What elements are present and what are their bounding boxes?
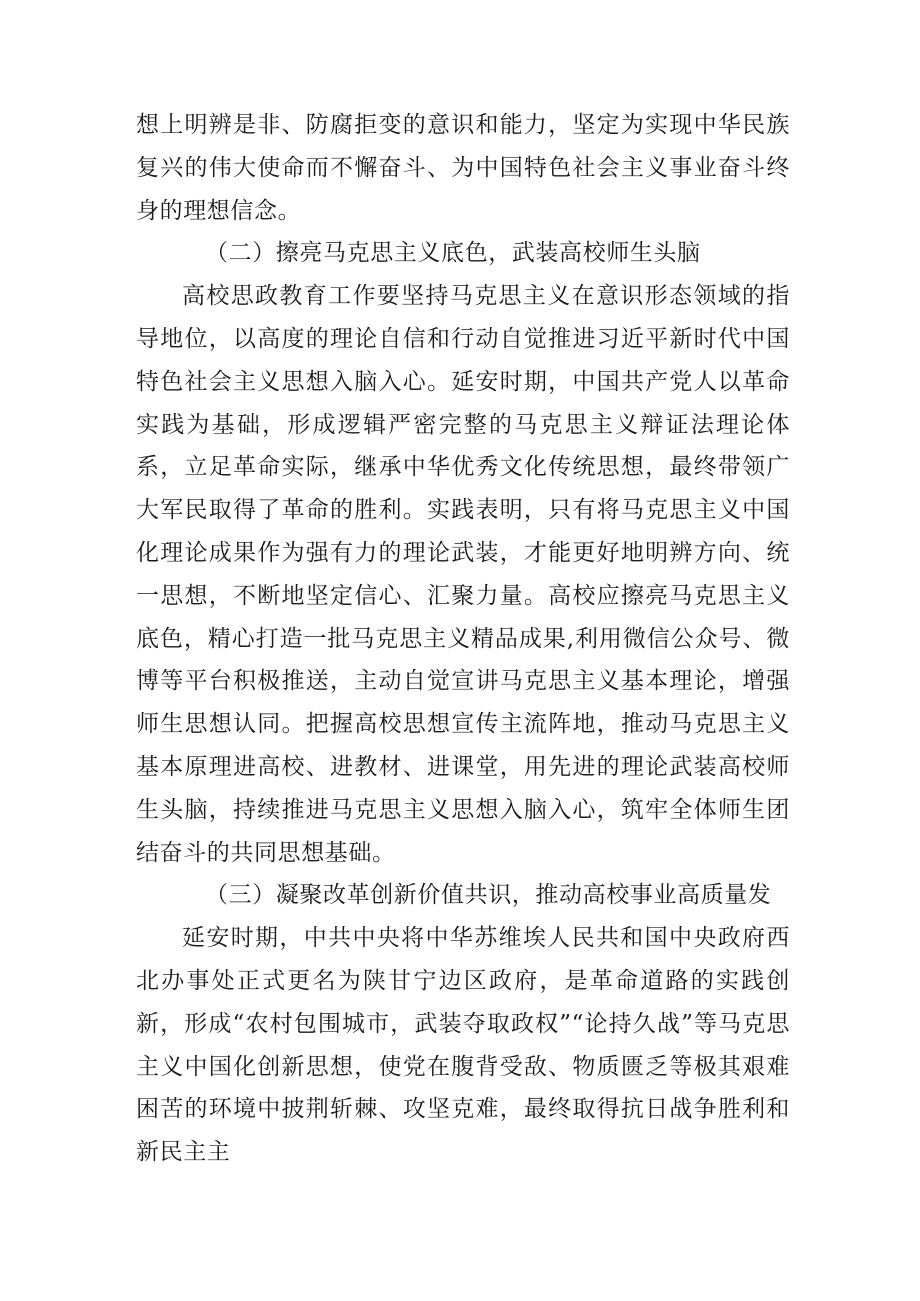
section-heading-3: （三）凝聚改革创新价值共识，推动高校事业高质量发 — [205, 882, 772, 909]
paragraph-section-3-body: 延安时期，中共中央将中华苏维埃人民共和国中央政府西北办事处正式更名为陕甘宁边区政府，是革命道路的实践创新，形成“农村包围城市，武装夺取政权”“论持久战”等马克思主义中国化创新思想，使党在腹背受敌、物质匮乏等极其艰难困苦的环境中披荆斩棘、攻坚克难，最终取得抗日战争胜利和新民主主 — [136, 925, 790, 1166]
section-heading-2: （二）擦亮马克思主义底色，武装高校师生头脑 — [205, 240, 701, 267]
paragraph-continuation: 想上明辨是非、防腐拒变的意识和能力，坚定为实现中华民族复兴的伟大使命而不懈奋斗、为中国特色社会主义事业奋斗终身的理想信念。 — [136, 112, 790, 224]
document-body — [136, 104, 790, 1174]
paragraph-section-2-body: 高校思政教育工作要坚持马克思主义在意识形态领域的指导地位，以高度的理论自信和行动自觉推进习近平新时代中国特色社会主义思想入脑入心。延安时期，中国共产党人以革命实践为基础，形成逻辑严密完整的马克思主义辩证法理论体系，立足革命实际，继承中华优秀文化传统思想，最终带领广大军民取得了革命的胜利。实践表明，只有将马克思主义中国化理论成果作为强有力的理论武装，才能更好地明辨方向、统一思想，不断地坚定信心、汇聚力量。高校应擦亮马克思主义底色，精心打造一批马克思主义精品成果,利用微信公众号、微博等平台积极推送，主动自觉宣讲马克思主义基本理论，增强师生思想认同。把握高校思想宣传主流阵地，推动马克思主义基本原理进高校、进教材、进课堂，用先进的理论武装高校师生头脑，持续推进马克思主义思想入脑入心，筑牢全体师生团结奋斗的共同思想基础。 — [136, 283, 790, 866]
